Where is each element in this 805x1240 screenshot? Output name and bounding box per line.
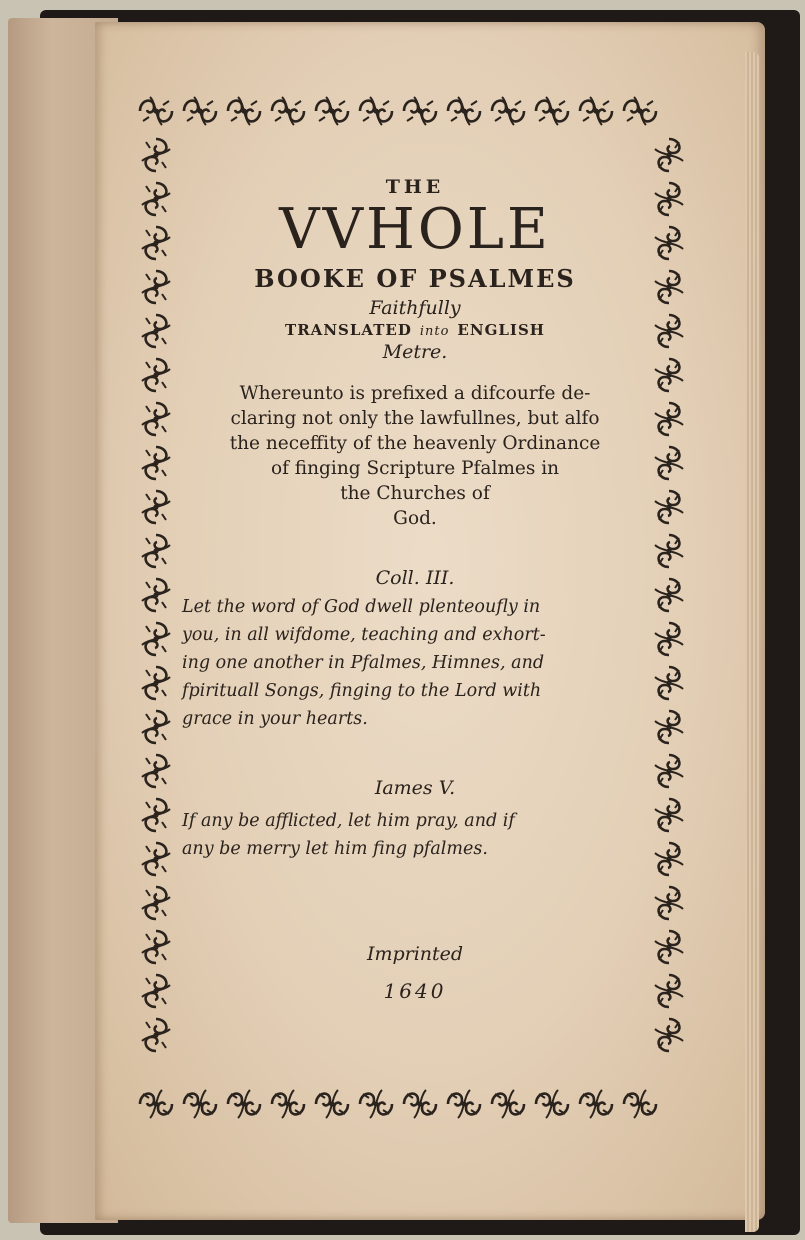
fleuron-ornament <box>536 97 568 125</box>
fleuron-ornament <box>142 271 170 303</box>
quote-line: ing one another in Pfalmes, Himnes, and <box>182 653 545 673</box>
fleuron-ornament <box>448 97 480 125</box>
metre-text: Metre. <box>382 341 448 363</box>
fleuron-ornament <box>655 227 683 259</box>
fleuron-ornament <box>184 97 216 125</box>
fleuron-ornament <box>580 1090 612 1118</box>
translated-word: TRANSLATED <box>285 321 412 339</box>
whereunto-paragraph <box>190 381 640 531</box>
quote-line: grace in your hearts. <box>182 709 368 729</box>
title-text-block <box>182 168 640 1048</box>
fleuron-ornament <box>142 843 170 875</box>
fleuron-ornament <box>655 623 683 655</box>
fleuron-ornament <box>492 97 524 125</box>
fleuron-ornament <box>655 491 683 523</box>
quote-line: fpirituall Songs, finging to the Lord with <box>182 681 542 701</box>
fleuron-ornament <box>655 271 683 303</box>
quote-line: If any be afflicted, let him pray, and if <box>182 811 515 831</box>
fleuron-ornament <box>316 1090 348 1118</box>
fleuron-ornament <box>142 1019 170 1051</box>
fleuron-ornament <box>272 97 304 125</box>
whereunto-line: claring not only the lawfullnes, but alfo <box>230 408 600 429</box>
fleuron-ornament <box>655 403 683 435</box>
fleuron-ornament <box>142 579 170 611</box>
fleuron-ornament <box>140 1090 172 1118</box>
fleuron-ornament <box>228 97 260 125</box>
fleuron-ornament <box>142 447 170 479</box>
fleuron-ornament <box>142 535 170 567</box>
quote-line: you, in all wifdome, teaching and exhort- <box>182 625 546 645</box>
fleuron-ornament <box>142 799 170 831</box>
imprinted-text: Imprinted <box>366 943 464 965</box>
english-word: ENGLISH <box>457 321 545 339</box>
into-word: into <box>419 324 450 339</box>
fleuron-ornament <box>316 97 348 125</box>
fleuron-ornament <box>655 931 683 963</box>
fleuron-ornament <box>404 97 436 125</box>
whereunto-line: the neceffity of the heavenly Ordinance <box>229 433 601 454</box>
fleuron-ornament <box>360 97 392 125</box>
fleuron-ornament <box>448 1090 480 1118</box>
fleuron-ornament <box>142 931 170 963</box>
colossians-quote <box>182 593 622 733</box>
fleuron-ornament <box>655 755 683 787</box>
faithfully-text: Faithfully <box>369 297 461 319</box>
fleuron-ornament <box>228 1090 260 1118</box>
title-the: THE <box>385 176 445 198</box>
whereunto-line: God. <box>393 508 437 529</box>
quote-line: Let the word of God dwell plenteoufly in <box>182 597 541 617</box>
fleuron-ornament <box>142 887 170 919</box>
fleuron-ornament <box>655 1019 683 1051</box>
fleuron-ornament <box>142 755 170 787</box>
fleuron-ornament <box>142 227 170 259</box>
fleuron-ornament <box>655 975 683 1007</box>
title-booke-of-psalmes: BOOKE OF PSALMES <box>254 264 576 293</box>
page-edge <box>745 52 759 1232</box>
fleuron-ornament <box>142 359 170 391</box>
whereunto-line: Whereunto is prefixed a difcourfe de- <box>239 383 591 404</box>
fleuron-ornament <box>655 139 683 171</box>
quote-line: any be merry let him fing pfalmes. <box>182 839 488 859</box>
fleuron-ornament <box>142 491 170 523</box>
fleuron-ornament <box>142 183 170 215</box>
translated-line <box>190 321 640 339</box>
fleuron-ornament <box>184 1090 216 1118</box>
fleuron-ornament <box>142 139 170 171</box>
james-quote <box>182 807 612 863</box>
fleuron-ornament <box>536 1090 568 1118</box>
fleuron-ornament <box>142 711 170 743</box>
fleuron-ornament <box>655 843 683 875</box>
fleuron-ornament <box>142 315 170 347</box>
fleuron-ornament <box>624 97 656 125</box>
fleuron-ornament <box>655 887 683 919</box>
james-reference: Iames V. <box>374 777 456 799</box>
whereunto-line: the Churches of <box>340 483 490 504</box>
fleuron-ornament <box>655 447 683 479</box>
fleuron-ornament <box>655 359 683 391</box>
imprint-year: 1640 <box>383 979 447 1003</box>
fleuron-ornament <box>655 579 683 611</box>
fleuron-ornament <box>142 667 170 699</box>
title-whole: VVHOLE <box>279 197 551 262</box>
fleuron-ornament <box>655 315 683 347</box>
fleuron-ornament <box>655 535 683 567</box>
fleuron-ornament <box>655 667 683 699</box>
fleuron-ornament <box>142 623 170 655</box>
whereunto-line: of finging Scripture Pfalmes in <box>270 458 560 479</box>
fleuron-ornament <box>142 403 170 435</box>
fleuron-ornament <box>492 1090 524 1118</box>
fleuron-ornament <box>624 1090 656 1118</box>
fleuron-ornament <box>580 97 612 125</box>
fleuron-ornament <box>272 1090 304 1118</box>
fleuron-ornament <box>655 183 683 215</box>
fleuron-ornament <box>142 975 170 1007</box>
fleuron-ornament <box>655 711 683 743</box>
fleuron-ornament <box>655 799 683 831</box>
colossians-reference: Coll. III. <box>375 567 455 589</box>
fleuron-ornament <box>140 97 172 125</box>
fleuron-ornament <box>404 1090 436 1118</box>
fleuron-ornament <box>360 1090 392 1118</box>
